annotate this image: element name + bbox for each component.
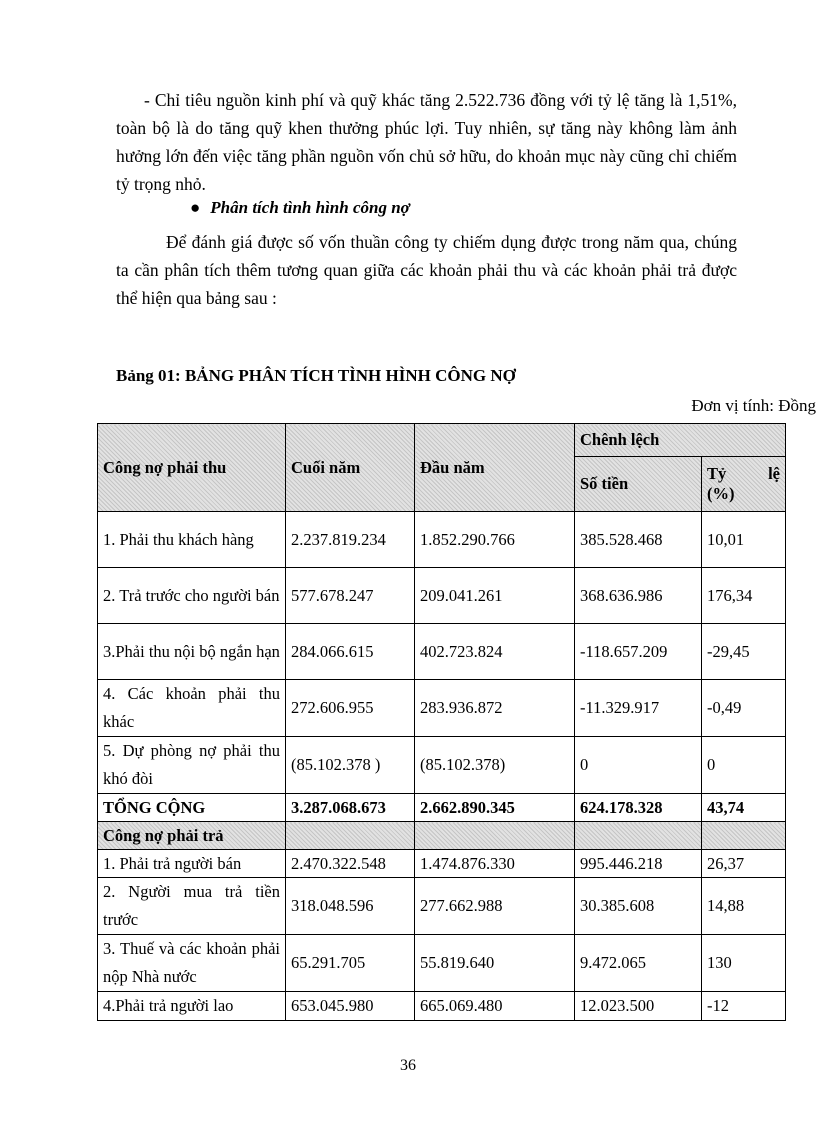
debt-analysis-table xyxy=(97,423,786,1021)
row-ratio: 10,01 xyxy=(702,512,786,568)
header-end-of-year: Cuối năm xyxy=(286,424,415,512)
header-receivable: Công nợ phải thu xyxy=(98,424,286,512)
header-ratio xyxy=(702,457,786,512)
header-ratio-c: (%) xyxy=(707,484,735,503)
bullet-dot-icon: ● xyxy=(190,198,201,217)
row-begin: 277.662.988 xyxy=(415,878,575,935)
page-number: 36 xyxy=(400,1057,416,1074)
row-ratio: -12 xyxy=(702,992,786,1021)
row-label: 5. Dự phòng nợ phải thu khó đòi xyxy=(98,737,286,794)
row-begin: 402.723.824 xyxy=(415,624,575,680)
row-begin: 55.819.640 xyxy=(415,935,575,992)
total-end: 3.287.068.673 xyxy=(286,794,415,822)
table-row xyxy=(98,737,786,794)
row-end: 2.237.819.234 xyxy=(286,512,415,568)
row-label: 2. Người mua trả tiền trước xyxy=(98,878,286,935)
table-row xyxy=(98,935,786,992)
row-ratio: 0 xyxy=(702,737,786,794)
row-begin: 1.474.876.330 xyxy=(415,850,575,878)
row-label: 3. Thuế và các khoản phải nộp Nhà nước xyxy=(98,935,286,992)
row-amount: 995.446.218 xyxy=(575,850,702,878)
table-row xyxy=(98,512,786,568)
row-amount: 368.636.986 xyxy=(575,568,702,624)
row-amount: 30.385.608 xyxy=(575,878,702,935)
payable-header-row xyxy=(98,822,786,850)
total-ratio: 43,74 xyxy=(702,794,786,822)
row-amount: 0 xyxy=(575,737,702,794)
paragraph-intro: Để đánh giá được số vốn thuần công ty chiếm dụng được trong năm qua, chúng ta cần phân tích thêm tương quan giữa các khoản phải thu và các khoản phải trả được thể hiện qua bảng sau : xyxy=(116,232,737,308)
row-end: 272.606.955 xyxy=(286,680,415,737)
row-label: 4. Các khoản phải thu khác xyxy=(98,680,286,737)
header-ratio-a: Tỷ xyxy=(707,464,727,483)
row-end: (85.102.378 ) xyxy=(286,737,415,794)
row-amount: -11.329.917 xyxy=(575,680,702,737)
header-begin-of-year: Đầu năm xyxy=(415,424,575,512)
header-difference: Chênh lệch xyxy=(575,424,786,457)
row-label: 2. Trả trước cho người bán xyxy=(98,568,286,624)
row-amount: 385.528.468 xyxy=(575,512,702,568)
unit-label: Đơn vị tính: Đồng xyxy=(691,396,816,415)
row-begin: 209.041.261 xyxy=(415,568,575,624)
row-begin: 1.852.290.766 xyxy=(415,512,575,568)
row-ratio: 130 xyxy=(702,935,786,992)
table-row xyxy=(98,878,786,935)
header-amount: Số tiền xyxy=(575,457,702,512)
table-row xyxy=(98,680,786,737)
total-amount: 624.178.328 xyxy=(575,794,702,822)
table-row xyxy=(98,624,786,680)
row-begin: 665.069.480 xyxy=(415,992,575,1021)
section-heading xyxy=(190,198,410,218)
row-label: 3.Phải thu nội bộ ngắn hạn xyxy=(98,624,286,680)
row-ratio: 26,37 xyxy=(702,850,786,878)
row-label: 1. Phải thu khách hàng xyxy=(98,512,286,568)
row-label: 1. Phải trả người bán xyxy=(98,850,286,878)
row-label: 4.Phải trả người lao xyxy=(98,992,286,1021)
row-end: 318.048.596 xyxy=(286,878,415,935)
table-row xyxy=(98,850,786,878)
row-end: 653.045.980 xyxy=(286,992,415,1021)
total-label: TỔNG CỘNG xyxy=(98,794,286,822)
total-begin: 2.662.890.345 xyxy=(415,794,575,822)
row-end: 577.678.247 xyxy=(286,568,415,624)
header-payable: Công nợ phải trả xyxy=(98,822,286,850)
section-heading-text: Phân tích tình hình công nợ xyxy=(210,198,410,217)
header-row xyxy=(98,424,786,457)
row-end: 65.291.705 xyxy=(286,935,415,992)
row-begin: (85.102.378) xyxy=(415,737,575,794)
table-row xyxy=(98,568,786,624)
row-end: 284.066.615 xyxy=(286,624,415,680)
header-ratio-b: lệ xyxy=(768,464,780,483)
total-row xyxy=(98,794,786,822)
row-end: 2.470.322.548 xyxy=(286,850,415,878)
row-ratio: 176,34 xyxy=(702,568,786,624)
row-ratio: -0,49 xyxy=(702,680,786,737)
row-amount: -118.657.209 xyxy=(575,624,702,680)
table-row xyxy=(98,992,786,1021)
row-amount: 12.023.500 xyxy=(575,992,702,1021)
table-caption: Bảng 01: BẢNG PHÂN TÍCH TÌNH HÌNH CÔNG NỢ xyxy=(116,366,516,385)
row-amount: 9.472.065 xyxy=(575,935,702,992)
row-begin: 283.936.872 xyxy=(415,680,575,737)
paragraph-funds: - Chỉ tiêu nguồn kinh phí và quỹ khác tăng 2.522.736 đồng với tỷ lệ tăng là 1,51%, toàn bộ là do tăng quỹ khen thưởng phúc lợi. Tuy nhiên, sự tăng này không làm ảnh hưởng lớn đến việc tăng phần nguồn vốn chủ sở hữu, do khoản mục này cũng chỉ chiếm tỷ trọng nhỏ. xyxy=(116,90,737,194)
row-ratio: 14,88 xyxy=(702,878,786,935)
row-ratio: -29,45 xyxy=(702,624,786,680)
